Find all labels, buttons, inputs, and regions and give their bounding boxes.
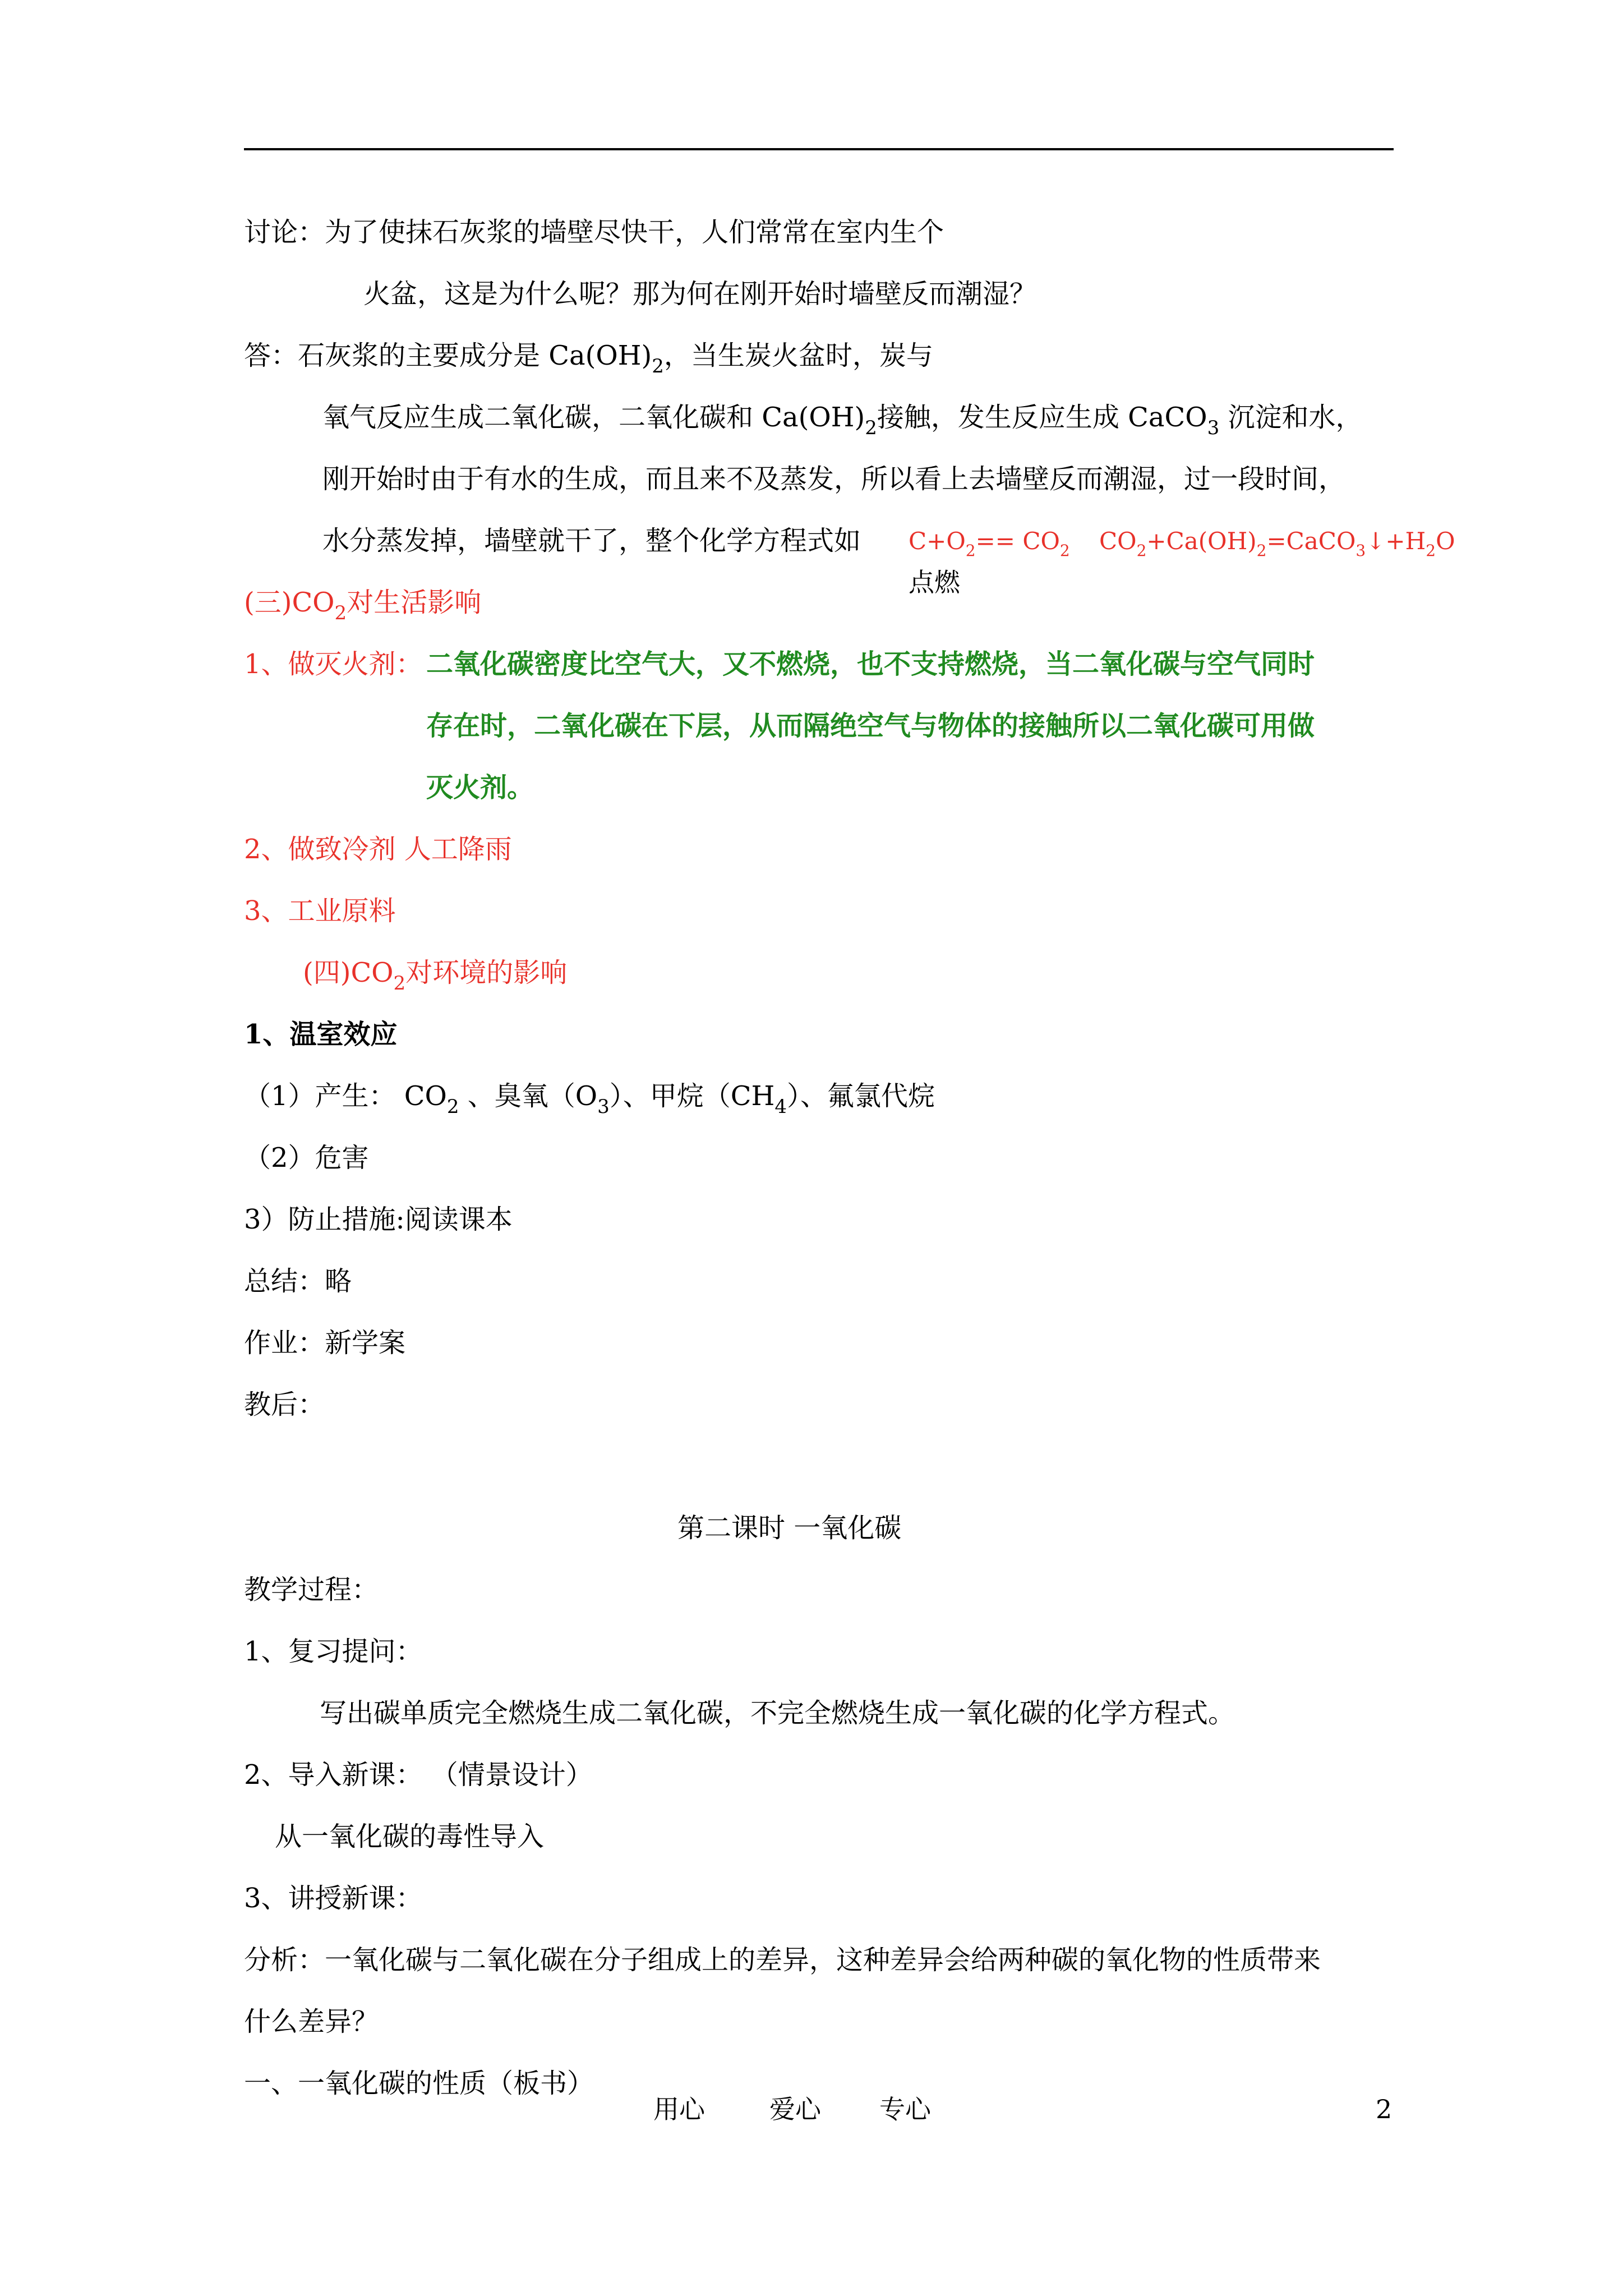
answer-line-1: 答：石灰浆的主要成分是 $Ca(OH)_2$，当生炭火盆时，炭与: [244, 340, 933, 378]
equation-limewater: $CO_2+Ca(OH)_2=CaCO_3↓+H_2O$: [1099, 527, 1455, 560]
section-3-title: (三)$CO_2$对生活影响: [244, 587, 482, 624]
section-4-title: (四)$CO_2$对环境的影响: [303, 957, 568, 995]
review-heading: 1、复习提问：: [244, 1636, 423, 1667]
properties-heading: 一、一氧化碳的性质（板书）: [244, 2068, 594, 2099]
answer-line-3: 刚开始时由于有水的生成，而且来不及蒸发，所以看上去墙壁反而潮湿，过一段时间，: [322, 463, 1346, 495]
footer-motto-2: 爱心: [769, 2094, 821, 2124]
greenhouse-cause: （1）产生： $CO_2$ 、臭氧$(O_3)$、甲烷$(CH_4)$、氟氯代烷: [244, 1080, 935, 1118]
discussion-line-1: 讨论：为了使抹石灰浆的墙壁尽快干，人们常常在室内生个: [244, 217, 944, 248]
page-number: 2: [1376, 2094, 1393, 2124]
equation-condition: 点燃: [909, 567, 960, 597]
analysis-line-1: 分析：一氧化碳与二氧化碳在分子组成上的差异，这种差异会给两种碳的氧化物的性质带来: [244, 1944, 1321, 1976]
intro-heading: 2、导入新课： （情景设计）: [244, 1759, 593, 1791]
header-rule: [244, 148, 1394, 150]
lesson-2-title: 第二课时 一氧化碳: [677, 1512, 902, 1544]
answer-line-2: 氧气反应生成二氧化碳，二氧化碳和 $Ca(OH)_2$接触，发生反应生成 CaCO$_3$ 沉淀和水，: [322, 402, 1363, 439]
greenhouse-harm: （2）危害: [244, 1142, 369, 1174]
greenhouse-prevention: 3）防止措施:阅读课本: [244, 1204, 513, 1235]
discussion-line-2: 火盆，这是为什么呢？那为何在刚开始时墙壁反而潮湿？: [363, 278, 1037, 310]
footer-motto-3: 专心: [879, 2094, 931, 2124]
down-arrow-icon: ↓: [1366, 527, 1386, 555]
fire-extinguisher-line-3: 灭火剂。: [426, 772, 534, 803]
fire-extinguisher-label: 1、做灭火剂：: [244, 648, 423, 680]
intro-detail: 从一氧化碳的毒性导入: [275, 1821, 545, 1852]
fire-extinguisher-line-1: 二氧化碳密度比空气大，又不燃烧，也不支持燃烧，当二氧化碳与空气同时: [426, 648, 1315, 680]
fire-extinguisher-line-2: 存在时，二氧化碳在下层，从而隔绝空气与物体的接触所以二氧化碳可用做: [426, 710, 1315, 742]
teach-heading: 3、讲授新课：: [244, 1883, 423, 1914]
industrial-item: 3、工业原料: [244, 895, 396, 927]
review-task: 写出碳单质完全燃烧生成二氧化碳，不完全燃烧生成一氧化碳的化学方程式。: [320, 1697, 1235, 1729]
coolant-item: 2、做致冷剂 人工降雨: [244, 834, 512, 865]
summary-line: 总结：略: [244, 1266, 352, 1297]
analysis-line-2: 什么差异？: [244, 2006, 379, 2037]
homework-line: 作业：新学案: [244, 1327, 406, 1359]
equation-combustion: $C+O_2== CO_2$: [909, 527, 1070, 560]
footer-motto-1: 用心: [653, 2094, 705, 2124]
answer-line-4: 水分蒸发掉，墙壁就干了，整个化学方程式如: [322, 525, 861, 556]
teaching-process-heading: 教学过程：: [244, 1574, 379, 1605]
greenhouse-heading: 1、温室效应: [244, 1019, 398, 1050]
reflection-line: 教后：: [244, 1389, 325, 1420]
